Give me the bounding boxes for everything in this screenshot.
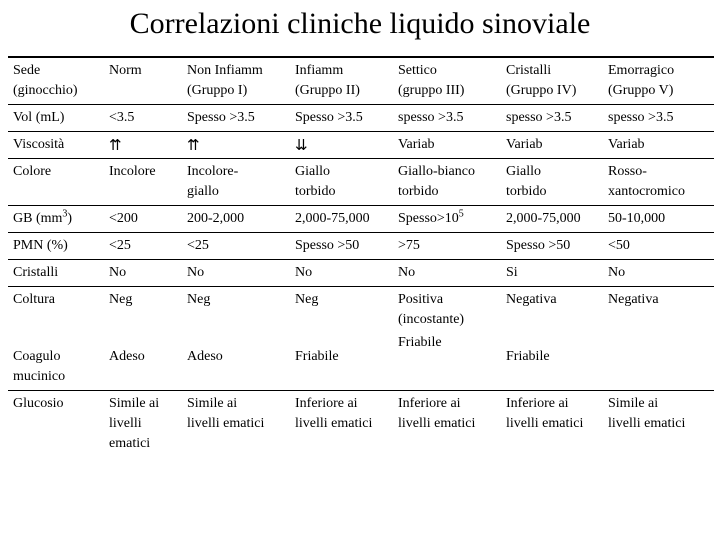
table-cell: Incolore- giallo [182, 159, 290, 206]
table-cell: Variab [393, 132, 501, 159]
table-row-gb [8, 206, 714, 233]
table-cell: No [104, 260, 182, 287]
row-label: Vol (mL) [8, 105, 104, 132]
table-cell: Neg [187, 292, 211, 307]
table-row-coagulo [8, 333, 714, 391]
table-cell: Spesso >3.5 [182, 105, 290, 132]
table-cell: Adeso [182, 333, 290, 391]
table-cell: 200-2,000 [182, 206, 290, 233]
gb-label-exponent: 3 [62, 208, 68, 220]
table-cell: Negativa [506, 292, 557, 307]
gb-settico-exponent: 5 [458, 208, 464, 220]
table-cell: >75 [393, 233, 501, 260]
page-title: Correlazioni cliniche liquido sinoviale [129, 7, 591, 40]
table-cell: Spesso >50 [290, 233, 393, 260]
double-up-arrow-icon: ⇈ [104, 132, 182, 159]
row-label: Coagulo mucinico [8, 333, 104, 391]
table-row-viscosita [8, 132, 714, 159]
table-row-colore [8, 159, 714, 206]
table-cell: Negativa [608, 292, 659, 307]
table-cell: 50-10,000 [603, 206, 714, 233]
double-down-arrow-icon: ⇊ [290, 132, 393, 159]
table-cell: Neg [109, 292, 133, 307]
table-cell: Si [501, 260, 603, 287]
table-cell: Variab [501, 132, 603, 159]
table-cell [393, 206, 501, 233]
table-cell: Rosso- xantocromico [603, 159, 714, 206]
row-label: Coltura [13, 292, 55, 307]
gb-settico-main: Spesso>10 [398, 211, 459, 226]
table-cell: Variab [603, 132, 714, 159]
header-cell-non-infiamm: Non Infiamm (Gruppo I) [182, 57, 290, 105]
table-cell: Inferiore ai livelli ematici [295, 396, 373, 431]
table-cell: Spesso >50 [501, 233, 603, 260]
gb-label-close: ) [67, 211, 73, 226]
table-cell: <25 [104, 233, 182, 260]
table-cell: Friabile [393, 333, 501, 391]
synovial-fluid-table [8, 56, 714, 457]
table-cell: No [182, 260, 290, 287]
table-cell: Neg [295, 292, 319, 307]
header-cell-sede: Sede (ginocchio) [8, 57, 104, 105]
row-label: PMN (%) [8, 233, 104, 260]
gb-label-unit: (mm [32, 211, 63, 226]
table-cell: Friabile [290, 333, 393, 391]
row-label: Viscosità [8, 132, 104, 159]
table-row-coltura [8, 287, 714, 334]
table-cell: Inferiore ai livelli ematici [506, 396, 584, 431]
table-cell: spesso >3.5 [501, 105, 603, 132]
table-cell: Simile ai livelli ematici [608, 396, 686, 431]
row-label: Cristalli [8, 260, 104, 287]
table-cell: Giallo torbido [290, 159, 393, 206]
table-cell: Simile ai livelli ematici [187, 396, 265, 431]
table-cell [603, 333, 714, 391]
gb-label-main: GB [13, 211, 33, 226]
table-cell: Incolore [104, 159, 182, 206]
header-row [8, 57, 714, 105]
header-cell-cristalli: Cristalli (Gruppo IV) [501, 57, 603, 105]
header-cell-settico: Settico (gruppo III) [393, 57, 501, 105]
table-row-vol [8, 105, 714, 132]
table-cell: Inferiore ai livelli ematici [398, 396, 476, 431]
table-cell: spesso >3.5 [393, 105, 501, 132]
table-cell: <25 [182, 233, 290, 260]
table-cell: Giallo torbido [501, 159, 603, 206]
table-row-pmn [8, 233, 714, 260]
table-cell: <200 [104, 206, 182, 233]
table-cell: Simile ai livelli ematici [109, 396, 160, 451]
table-cell: Adeso [104, 333, 182, 391]
double-up-arrow-icon: ⇈ [182, 132, 290, 159]
table-cell: Spesso >3.5 [290, 105, 393, 132]
table-cell: No [393, 260, 501, 287]
table-cell: Friabile [501, 333, 603, 391]
table-cell: 2,000-75,000 [501, 206, 603, 233]
row-label: Glucosio [13, 396, 64, 411]
table-row-glucosio [8, 391, 714, 458]
table-cell: 2,000-75,000 [290, 206, 393, 233]
table-cell: spesso >3.5 [603, 105, 714, 132]
table-cell: Giallo-bianco torbido [393, 159, 501, 206]
row-label: Colore [8, 159, 104, 206]
table-cell: Positiva (incostante) [398, 292, 465, 327]
header-cell-norm: Norm [104, 57, 182, 105]
table-cell: No [290, 260, 393, 287]
header-cell-infiamm: Infiamm (Gruppo II) [290, 57, 393, 105]
table-cell: <50 [603, 233, 714, 260]
row-label [8, 206, 104, 233]
header-cell-emorragico: Emorragico (Gruppo V) [603, 57, 714, 105]
table-row-cristalli [8, 260, 714, 287]
table-cell: <3.5 [104, 105, 182, 132]
table-cell: No [603, 260, 714, 287]
